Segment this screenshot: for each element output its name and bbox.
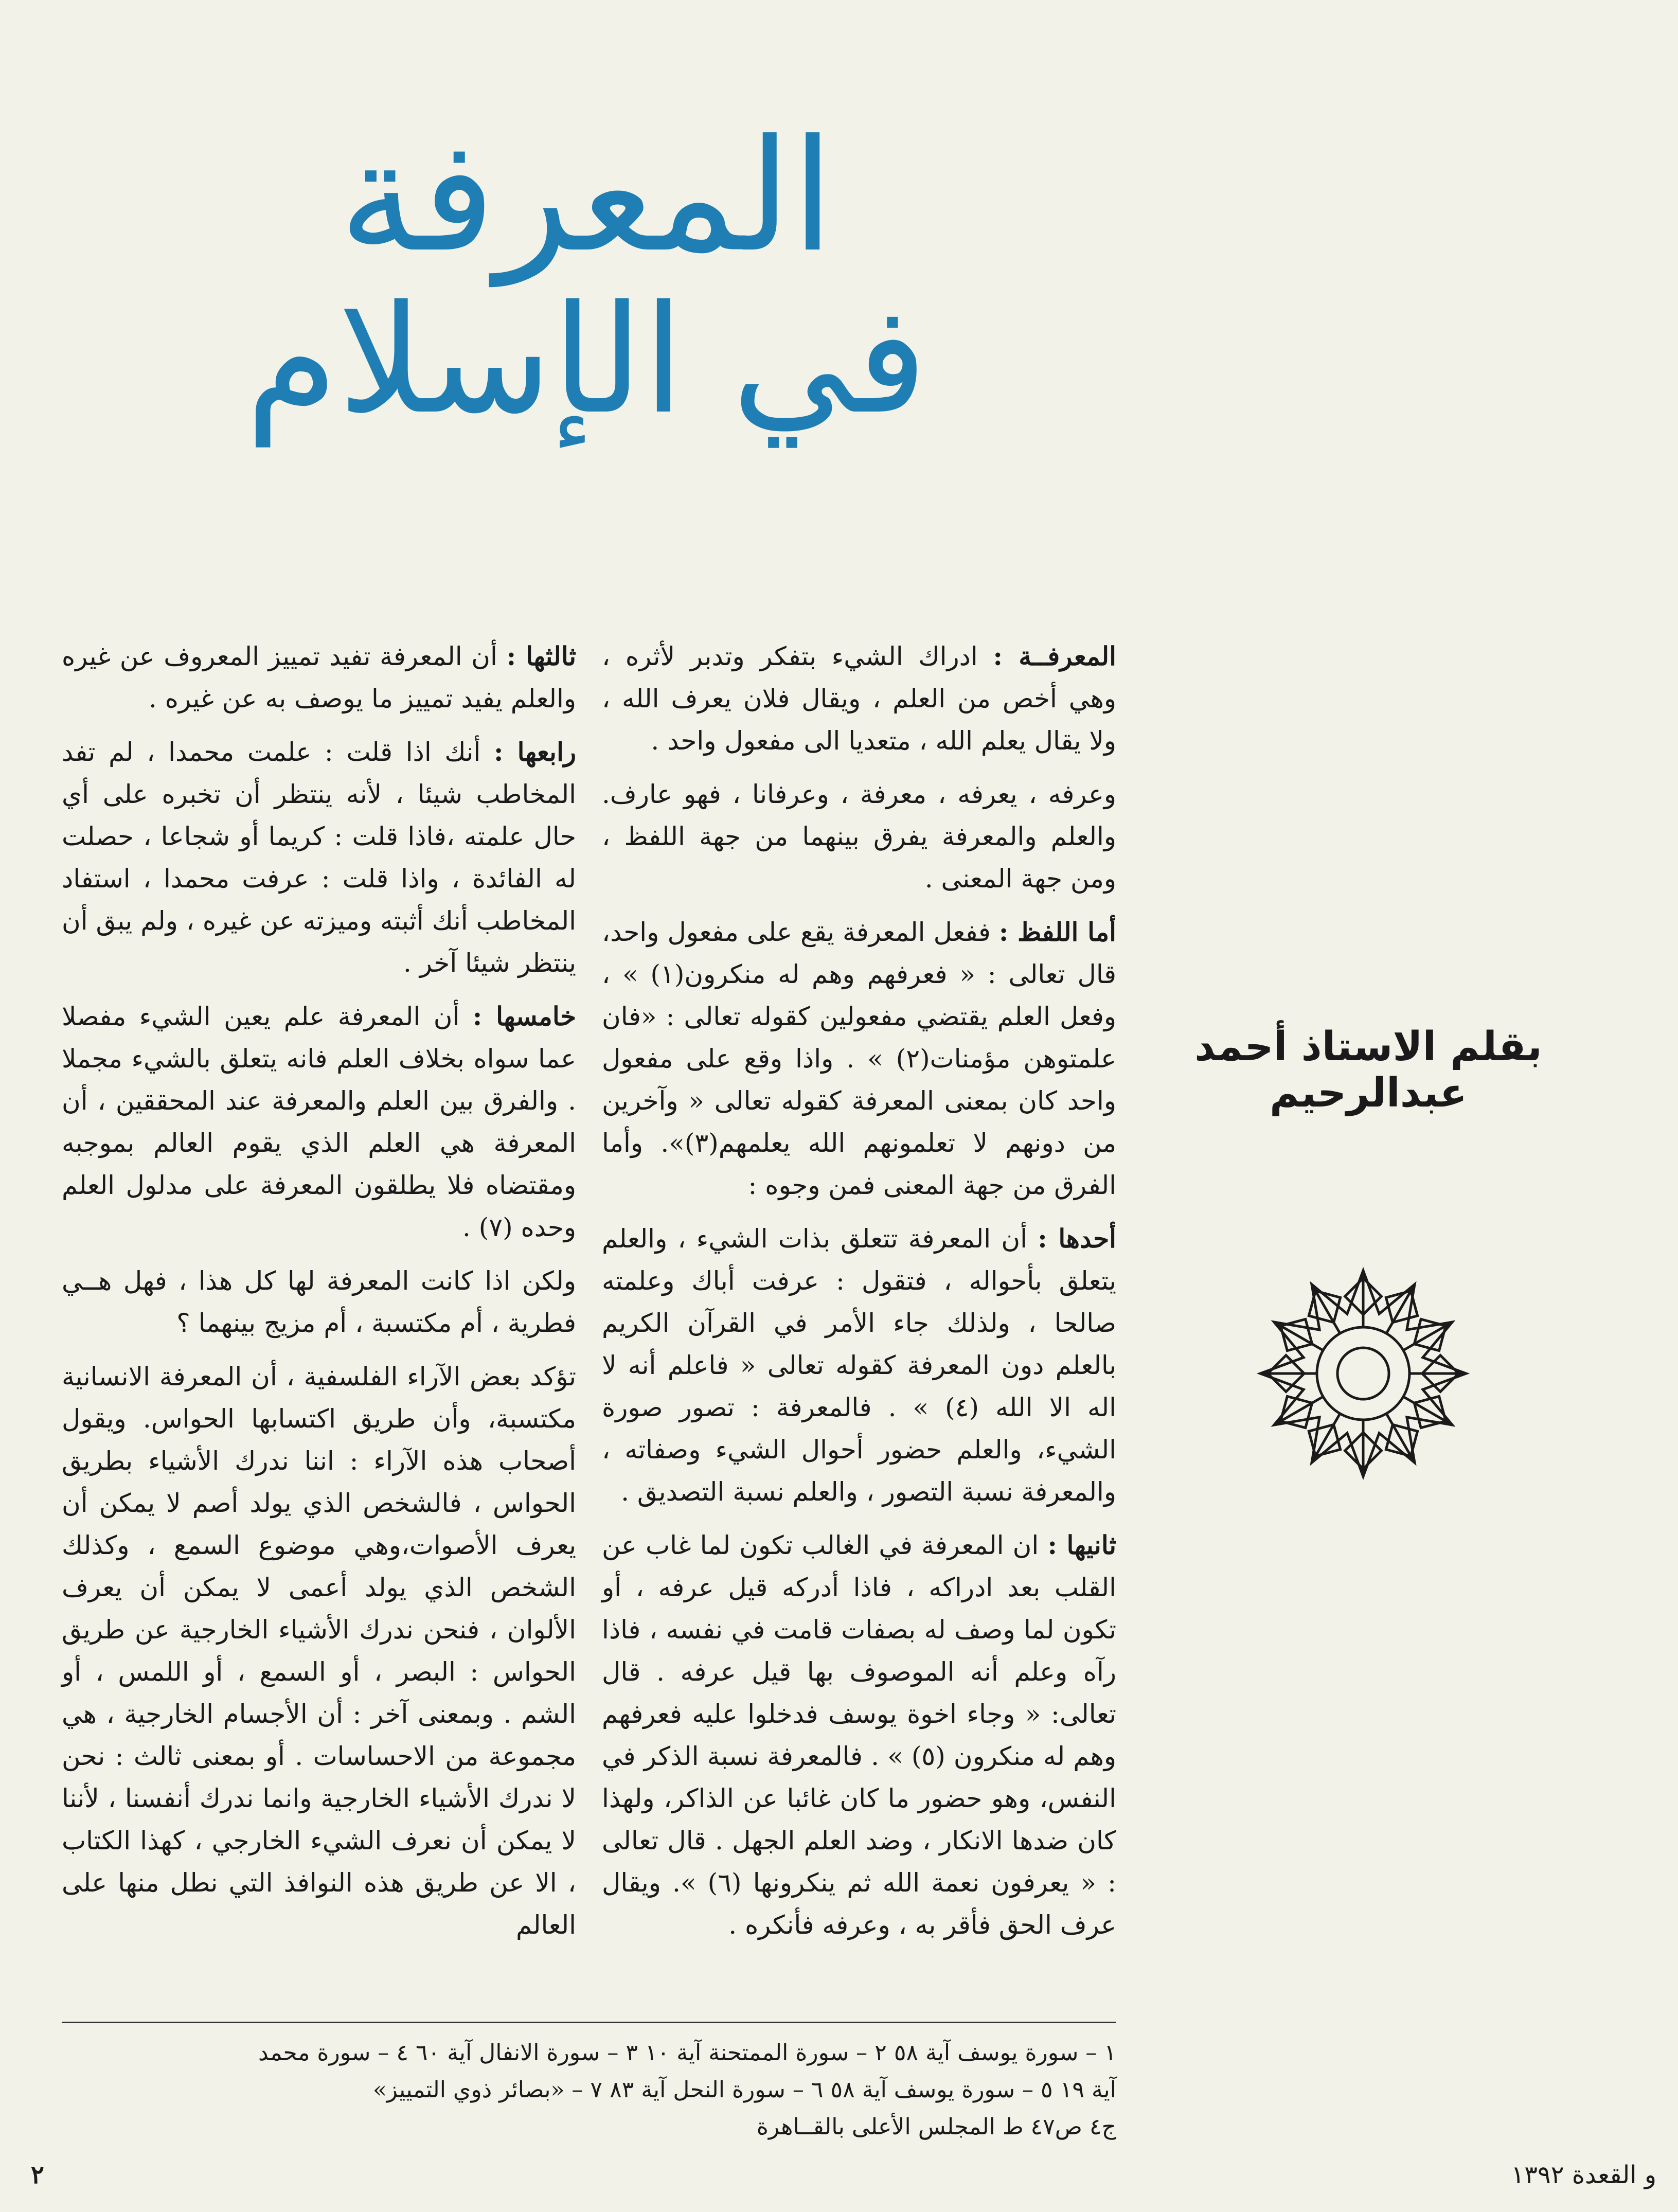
page-number: ٢ — [31, 2161, 44, 2189]
paragraph-text: ادراك الشيء بتفكر وتدبر لأثره ، وهي أخص من العلم ، ويقال فلان يعرف الله ، ولا يقال يعلم الله ، متعديا الى مفعول واحد . — [602, 641, 1116, 756]
paragraph-lead: خامسها : — [472, 1001, 576, 1031]
paragraph-text: ان المعرفة في الغالب تكون لما غاب عن القلب بعد ادراكه ، فاذا أدركه قيل عرفه ، أو تكون لما وصف له بصفات قامت في نفسه ، فاذا رآه وعلم أنه الموصوف بها قيل عرفه . قال تعالى: « وجاء اخوة يوسف فدخلوا عليه فعرفهم وهم له منكرون (٥) » . فالمعرفة نسبة الذكر في النفس، وهو حضور ما كان غائبا عن الذاكر، ولهذا كان ضدها الانكار ، وضد العلم الجهل . قال تعالى : « يعرفون نعمة الله ثم ينكرونها (٦) ». ويقال عرف الحق فأقر به ، وعرفه فأنكره . — [602, 1530, 1116, 1940]
paragraph-lead: المعرفــة : — [993, 641, 1116, 671]
paragraph-text: أن المعرفة علم يعين الشيء مفصلا عما سواه بخلاف العلم فانه يتعلق بالشيء مجملا . والفرق بين العلم والمعرفة عند المحققين ، أن المعرفة هي العلم الذي يقوم العالم بموجبه ومقتضاه فلا يطلقون المعرفة على مدلول العلم وحده (٧) . — [62, 1002, 576, 1242]
footnote-line: ج٤ ص٤٧ ط المجلس الأعلى بالقــاهرة — [756, 2114, 1116, 2140]
paragraph-text: تؤكد بعض الآراء الفلسفية ، أن المعرفة الانسانية مكتسبة، وأن طريق اكتسابها الحواس. ويقول أصحاب هذه الآراء : اننا ندرك الأشياء بطريق الحواس ، فالشخص الذي يولد أصم لا يمكن أن يعرف الأصوات،وهي موضوع السمع ، وكذلك الشخص الذي يولد أعمى لا يمكن أن يعرف الألوان ، فنحن ندرك الأشياء الخارجية عن طريق الحواس : البصر ، أو السمع ، أو اللمس ، أو الشم . وبمعنى آخر : أن الأجسام الخارجية ، هي مجموعة من الاحساسات . أو بمعنى ثالث : نحن لا ندرك الأشياء الخارجية وانما ندرك أنفسنا ، لأننا لا يمكن أن نعرف الشيء الخارجي ، كهذا الكتاب ، الا عن طريق هذه النوافذ التي نطل منها على العالم — [62, 1362, 576, 1940]
footnote-line: آية ١٩ ٥ – سورة يوسف آية ٥٨ ٦ – سورة النحل آية ٨٣ ٧ – «بصائر ذوي التمييز» — [372, 2077, 1116, 2103]
footnote-divider — [62, 2022, 1116, 2023]
paragraph-text: ففعل المعرفة يقع على مفعول واحد، قال تعالى : « فعرفهم وهم له منكرون(١) » ، وفعل العلم يقتضي مفعولين كقوله تعالى : «فان علمتوهن مؤمنات(٢) » . واذا وقع على مفعول واحد كان بمعنى المعرفة كقوله تعالى « وآخرين من دونهم لا تعلمونهم الله يعلمهم(٣)». وأما الفرق من جهة المعنى فمن وجوه : — [602, 917, 1117, 1200]
title-line-2: في الإسلام — [245, 274, 927, 447]
paragraph — [62, 995, 576, 1248]
paragraph — [62, 635, 576, 720]
paragraph — [602, 635, 1116, 762]
issue-date: و القعدة ١٣٩٢ — [1511, 2161, 1656, 2189]
paragraph-text: وعرفه ، يعرفه ، معرفة ، وعرفانا ، فهو عارف. والعلم والمعرفة يفرق بينهما من جهة اللفظ ، ومن جهة المعنى . — [602, 779, 1116, 894]
paragraph — [602, 1524, 1116, 1946]
paragraph — [602, 1218, 1116, 1513]
paragraph-text: ولكن اذا كانت المعرفة لها كل هذا ، فهل هــي فطرية ، أم مكتسبة ، أم مزيج بينهما ؟ — [62, 1266, 577, 1338]
footnotes — [62, 2035, 1116, 2146]
paragraph-text: أن المعرفة تتعلق بذات الشيء ، والعلم يتعلق بأحواله ، فتقول : عرفت أباك وعلمته صالحا ، ولذلك جاء الأمر في القرآن الكريم بالعلم دون المعرفة كقوله تعالى « فاعلم أنه لا اله الا الله (٤) » . فالمعرفة : تصور صورة الشيء، والعلم حضور أحوال الشيء وصفاته ، والمعرفة نسبة التصور ، والعلم نسبة التصديق . — [602, 1224, 1116, 1507]
article-title — [82, 106, 1091, 447]
paragraph — [62, 1260, 576, 1344]
author-byline: بقلم الاستاذ أحمد عبدالرحيم — [1194, 1024, 1542, 1116]
paragraph-lead: رابعها : — [494, 737, 576, 767]
paragraph — [62, 1355, 576, 1946]
paragraph-lead: أما اللفظ : — [998, 917, 1116, 947]
paragraph-lead: أحدها : — [1038, 1223, 1116, 1254]
paragraph — [62, 731, 576, 984]
paragraph-text: أنك اذا قلت : علمت محمدا ، لم تفد المخاطب شيئا ، لأنه ينتظر أن تخبره على أي حال علمته ،فاذا قلت : كريما أو شجاعا ، حصلت له الفائدة ، واذا قلت : عرفت محمدا ، استفاد المخاطب أنك أثبته وميزته عن غيره ، ولم يبق أن ينتظر شيئا آخر . — [62, 737, 576, 978]
footnote-line: ١ – سورة يوسف آية ٥٨ ٢ – سورة الممتحنة آية ١٠ ٣ – سورة الانفال آية ٦٠ ٤ – سورة محمد — [258, 2040, 1116, 2066]
islamic-rosette-icon — [1255, 1265, 1471, 1482]
paragraph-lead: ثالثها : — [506, 641, 576, 671]
paragraph-lead: ثانيها : — [1047, 1530, 1116, 1560]
paragraph — [602, 773, 1116, 900]
title-line-1: المعرفة — [338, 106, 834, 286]
paragraph — [602, 911, 1116, 1206]
paragraph-text: أن المعرفة تفيد تمييز المعروف عن غيره والعلم يفيد تمييز ما يوصف به عن غيره . — [62, 641, 576, 713]
article-column-left — [62, 635, 576, 1957]
article-column-right — [602, 635, 1116, 1957]
